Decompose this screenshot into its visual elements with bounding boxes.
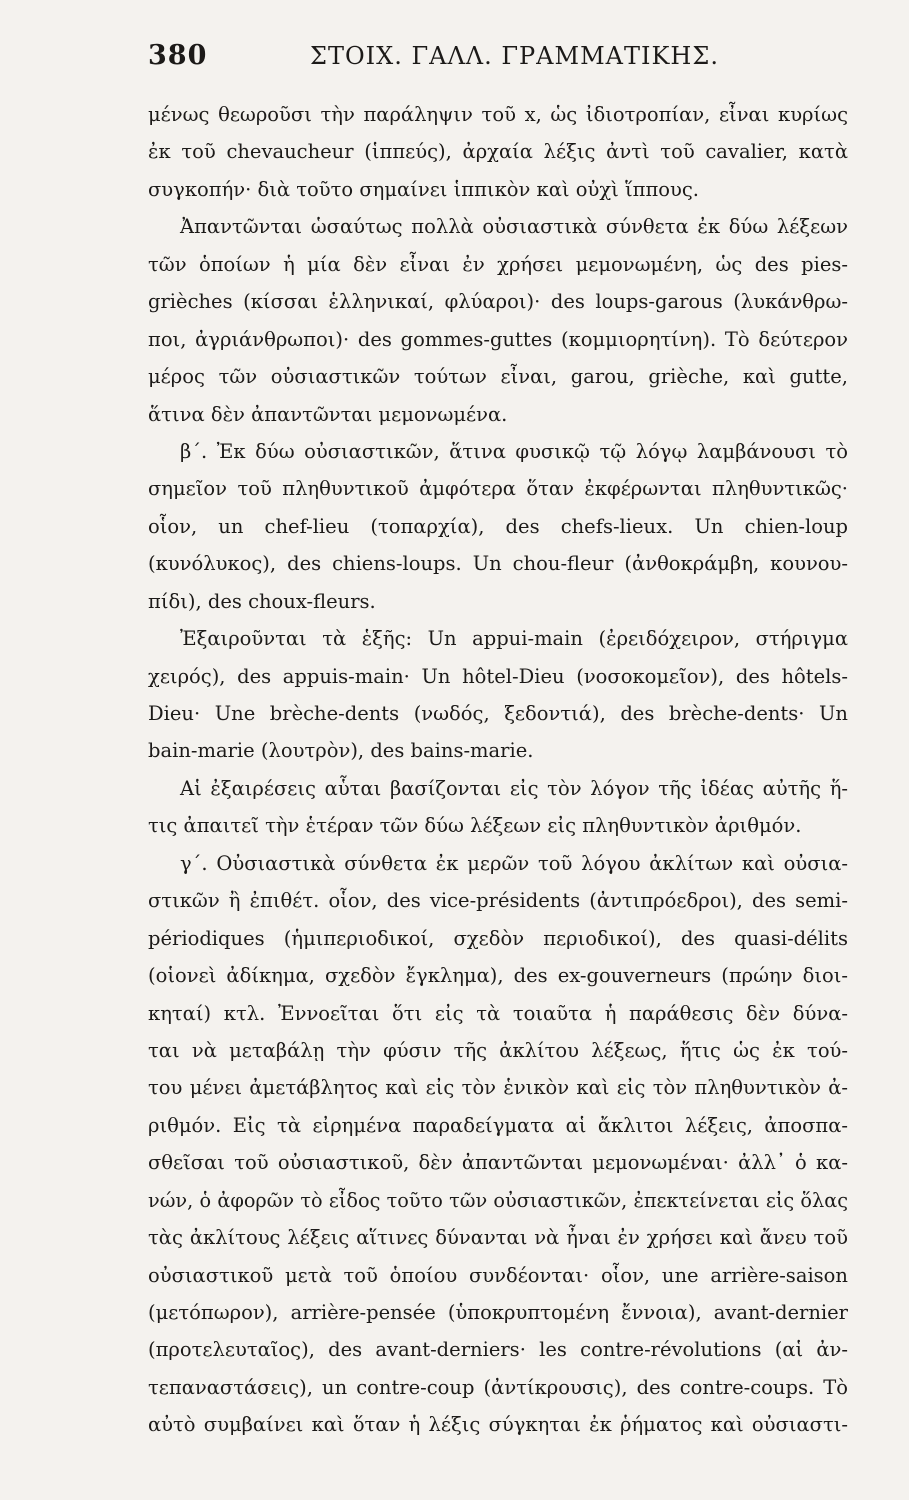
text-line: ἐκ τοῦ chevaucheur (ἱππεύς), ἀρχαία λέξις ἀντὶ τοῦ cavalier, κατὰ <box>148 140 848 164</box>
text-line: αὐτὸ συμβαίνει καὶ ὅταν ἡ λέξις σύγκηται ἐκ ῥήματος καὶ οὐσιαστι- <box>148 1413 848 1437</box>
text-line: τὰς ἀκλίτους λέξεις αἵτινες δύνανται νὰ ἦναι ἐν χρήσει καὶ ἄνευ τοῦ <box>148 1226 848 1250</box>
text-line: ποι, ἀγριάνθρωποι)· des gommes-guttes (κομμιορητίνη). Τὸ δεύτερον <box>148 327 848 351</box>
text-line: (μετόπωρον), arrière-pensée (ὑποκρυπτομένη ἔννοια), avant-dernier <box>148 1301 848 1324</box>
text-line: τῶν ὁποίων ἡ μία δὲν εἶναι ἐν χρήσει μεμονωμένη, ὡς des pies- <box>148 252 848 276</box>
text-line: μένως θεωροῦσι τὴν παράληψιν τοῦ x, ὡς ἰδιοτροπίαν, εἶναι κυρίως <box>148 103 848 126</box>
text-line: οἷον, un chef-lieu (τοπαρχία), des chefs-lieux. Un chien-loup <box>148 514 848 538</box>
text-line: στικῶν ἢ ἐπιθέτ. οἷον, des vice-présidents (ἀντιπρόεδροι), des semi- <box>148 889 848 913</box>
running-title: ΣΤΟΙΧ. ΓΑΛΛ. ΓΡΑΜΜΑΤΙΚΗΣ. <box>310 42 719 70</box>
text-line: Ἐξαιροῦνται τὰ ἑξῆς: Un appui-main (ἐρειδόχειρον, στήριγμα <box>180 627 848 651</box>
page-number: 380 <box>148 40 208 71</box>
text-line: γ΄. Οὐσιαστικὰ σύνθετα ἐκ μερῶν τοῦ λόγου ἀκλίτων καὶ οὐσια- <box>180 851 848 875</box>
text-line: κηταί) κτλ. Ἐννοεῖται ὅτι εἰς τὰ τοιαῦτα ἡ παράθεσις δὲν δύνα- <box>148 1001 848 1025</box>
text-line: οὐσιαστικοῦ μετὰ τοῦ ὁποίου συνδέονται· οἷον, une arrière-saison <box>148 1263 848 1287</box>
text-line: του μένει ἀμετάβλητος καὶ εἰς τὸν ἑνικὸν καὶ εἰς τὸν πληθυντικὸν ἀ- <box>148 1076 848 1100</box>
text-line: Dieu· Une brèche-dents (νωδός, ξεδοντιά), des brèche-dents· Un <box>148 702 848 725</box>
text-line: χειρός), des appuis-main· Un hôtel-Dieu (νοσοκομεῖον), des hôtels- <box>148 664 848 688</box>
text-line: συγκοπήν· διὰ τοῦτο σημαίνει ἱππικὸν καὶ οὐχὶ ἵππους. <box>148 177 699 201</box>
text-line: σημεῖον τοῦ πληθυντικοῦ ἀμφότερα ὅταν ἐκφέρωνται πληθυντικῶς· <box>148 477 848 501</box>
text-line: ἅτινα δὲν ἀπαντῶνται μεμονωμένα. <box>148 402 508 426</box>
text-line: μέρος τῶν οὐσιαστικῶν τούτων εἶναι, garou, grièche, καὶ gutte, <box>148 365 848 389</box>
text-line: β΄. Ἐκ δύω οὐσιαστικῶν, ἅτινα φυσικῷ τῷ λόγῳ λαμβάνουσι τὸ <box>180 439 848 463</box>
text-line: grièches (κίσσαι ἑλληνικαί, φλύαροι)· des loups-garous (λυκάνθρω- <box>148 290 848 314</box>
text-line: τις ἀπαιτεῖ τὴν ἑτέραν τῶν δύω λέξεων εἰς πληθυντικὸν ἀριθμόν. <box>148 814 802 838</box>
text-line: σθεῖσαι τοῦ οὐσιαστικοῦ, δὲν ἀπαντῶνται μεμονωμέναι· ἀλλ᾽ ὁ κα- <box>148 1151 848 1175</box>
text-line: ριθμόν. Εἰς τὰ εἰρημένα παραδείγματα αἱ ἄκλιτοι λέξεις, ἀποσπα- <box>148 1113 848 1137</box>
text-line: (οἱονεὶ ἀδίκημα, σχεδὸν ἔγκλημα), des ex-gouverneurs (πρώην διοι- <box>148 964 848 988</box>
text-line: νών, ὁ ἀφορῶν τὸ εἶδος τοῦτο τῶν οὐσιαστικῶν, ἐπεκτείνεται εἰς ὅλας <box>148 1188 848 1212</box>
text-line: ται νὰ μεταβάλῃ τὴν φύσιν τῆς ἀκλίτου λέξεως, ἥτις ὡς ἐκ τού- <box>148 1038 848 1062</box>
text-line: Ἀπαντῶνται ὡσαύτως πολλὰ οὐσιαστικὰ σύνθετα ἐκ δύω λέξεων <box>180 215 848 239</box>
text-line: périodiques (ἡμιπεριοδικοί, σχεδὸν περιοδικοί), des quasi-délits <box>148 926 848 950</box>
text-line: (προτελευταῖος), des avant-derniers· les contre-révolutions (αἱ ἀν- <box>148 1338 848 1362</box>
text-line: πίδι), des choux-fleurs. <box>148 589 376 613</box>
text-line: bain-marie (λουτρὸν), des bains-marie. <box>148 739 534 763</box>
text-line: Αἱ ἐξαιρέσεις αὗται βασίζονται εἰς τὸν λόγον τῆς ἰδέας αὐτῆς ἥ- <box>180 776 848 800</box>
text-line: τεπαναστάσεις), un contre-coup (ἀντίκρουσις), des contre-coups. Τὸ <box>148 1375 848 1399</box>
text-line: (κυνόλυκος), des chiens-loups. Un chou-fleur (ἀνθοκράμβη, κουνου- <box>148 552 848 576</box>
body-text <box>148 96 848 1444</box>
running-head <box>148 40 848 76</box>
